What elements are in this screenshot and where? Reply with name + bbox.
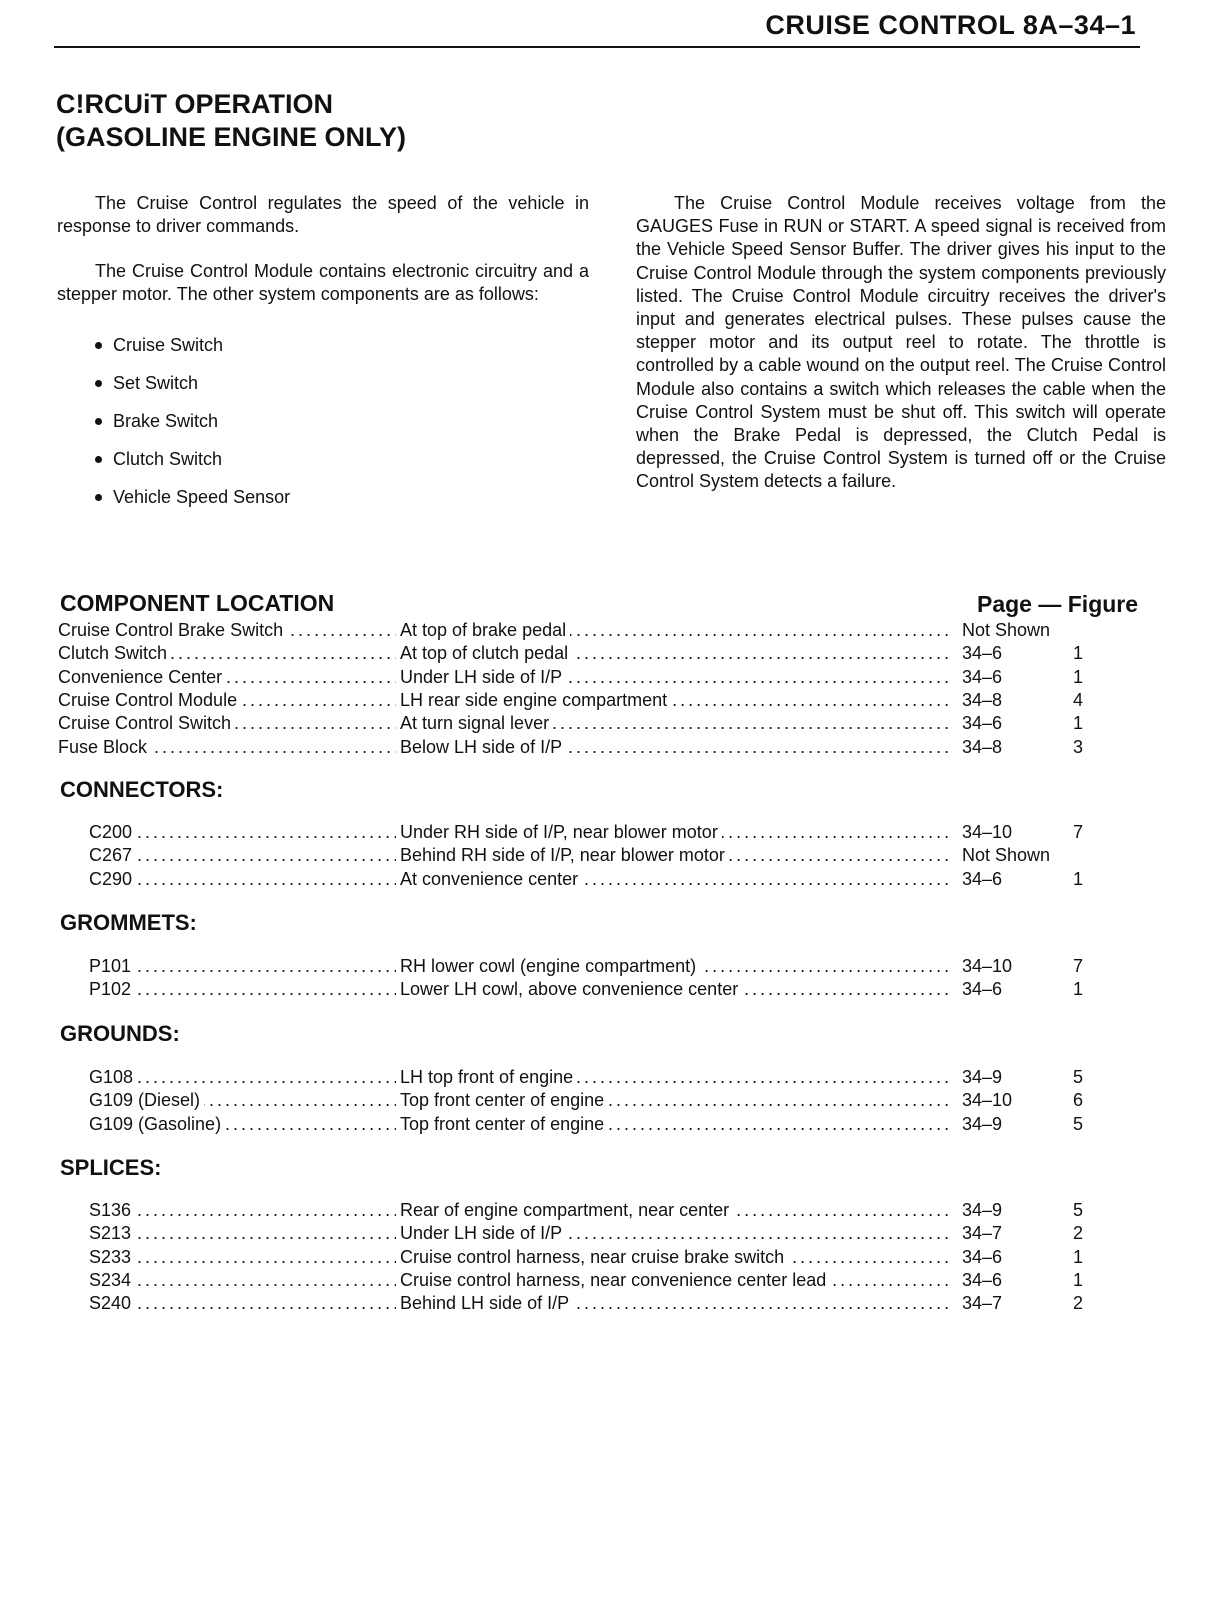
item-name-text: Clutch Switch bbox=[58, 643, 171, 663]
item-name-text: C290 bbox=[89, 869, 136, 889]
grounds-heading: GROUNDS: bbox=[60, 1021, 180, 1046]
location-text: At top of brake pedal bbox=[400, 620, 570, 640]
row-item-name bbox=[89, 1246, 396, 1269]
table-row bbox=[0, 1222, 1232, 1245]
row-location bbox=[400, 1246, 950, 1269]
page-header: CRUISE CONTROL 8A–34–1 bbox=[765, 10, 1136, 40]
section-title bbox=[56, 88, 406, 154]
row-figure: 1 bbox=[1072, 643, 1083, 664]
item-name-text: Cruise Control Switch bbox=[58, 713, 235, 733]
item-name-text: Convenience Center bbox=[58, 667, 226, 687]
location-text: At convenience center bbox=[400, 869, 582, 889]
table-row bbox=[0, 955, 1232, 978]
item-name-text: S240 bbox=[89, 1293, 135, 1313]
row-page: 34–10 bbox=[962, 1090, 1013, 1111]
location-text: RH lower cowl (engine compartment) bbox=[400, 956, 700, 976]
row-location bbox=[400, 868, 950, 891]
table-row bbox=[0, 1269, 1232, 1292]
row-figure: 1 bbox=[1072, 1246, 1083, 1267]
row-figure: 2 bbox=[1072, 1293, 1083, 1314]
row-item-name bbox=[89, 978, 396, 1001]
table-row bbox=[0, 689, 1232, 712]
row-page: 34–9 bbox=[962, 1067, 1003, 1087]
row-location bbox=[400, 736, 950, 759]
row-figure: 1 bbox=[1072, 666, 1083, 687]
row-page: 34–8 bbox=[962, 736, 1003, 757]
row-item-name bbox=[58, 666, 396, 689]
item-name-text: S136 bbox=[89, 1200, 135, 1220]
row-figure: 7 bbox=[1072, 822, 1083, 842]
row-item-name bbox=[89, 955, 396, 978]
row-location bbox=[400, 666, 950, 689]
row-figure: 1 bbox=[1072, 979, 1083, 1000]
item-name-text: C267 bbox=[89, 845, 136, 865]
row-location bbox=[400, 1089, 950, 1112]
table-row bbox=[0, 978, 1232, 1001]
row-item-name bbox=[89, 868, 396, 891]
table-row bbox=[0, 619, 1232, 642]
row-page: 34–6 bbox=[962, 1269, 1003, 1290]
location-text: Lower LH cowl, above convenience center bbox=[400, 979, 742, 999]
connectors-heading: CONNECTORS: bbox=[60, 777, 224, 802]
row-location bbox=[400, 619, 950, 642]
item-name-text: P101 bbox=[89, 956, 135, 976]
left-column bbox=[57, 192, 589, 516]
table-row bbox=[0, 844, 1232, 867]
row-item-name bbox=[89, 1089, 396, 1112]
row-item-name bbox=[58, 736, 396, 759]
table-row bbox=[0, 736, 1232, 759]
bullet-item: Vehicle Speed Sensor bbox=[93, 478, 589, 516]
location-text: LH top front of engine bbox=[400, 1067, 577, 1087]
item-name-text: Cruise Control Module bbox=[58, 690, 241, 710]
row-item-name bbox=[58, 689, 396, 712]
row-page: 34–9 bbox=[962, 1113, 1003, 1134]
row-item-name bbox=[89, 1222, 396, 1245]
row-figure: 5 bbox=[1072, 1200, 1083, 1220]
grommets-heading: GROMMETS: bbox=[60, 910, 197, 935]
row-location bbox=[400, 821, 950, 844]
row-page: Not Shown bbox=[962, 620, 1051, 640]
item-name-text: S233 bbox=[89, 1247, 135, 1267]
location-text: Behind LH side of I/P bbox=[400, 1293, 573, 1313]
title-line-1: C!RCUiT OPERATION bbox=[56, 89, 333, 119]
item-name-text: C200 bbox=[89, 822, 136, 842]
splices-heading: SPLICES: bbox=[60, 1155, 162, 1180]
table-row bbox=[0, 666, 1232, 689]
row-figure: 1 bbox=[1072, 1269, 1083, 1290]
header-rule bbox=[54, 46, 1140, 48]
row-page: 34–6 bbox=[962, 1246, 1003, 1267]
location-text: Top front center of engine bbox=[400, 1114, 608, 1134]
row-page: 34–6 bbox=[962, 666, 1003, 687]
row-figure: 4 bbox=[1072, 689, 1083, 710]
item-name-text: S234 bbox=[89, 1270, 135, 1290]
row-page: 34–10 bbox=[962, 822, 1013, 842]
row-page: 34–6 bbox=[962, 713, 1003, 734]
table-row bbox=[0, 868, 1232, 891]
item-name-text: G109 (Gasoline) bbox=[89, 1114, 225, 1134]
location-text: Under LH side of I/P bbox=[400, 667, 566, 687]
row-item-name bbox=[89, 1199, 396, 1222]
table-row bbox=[0, 642, 1232, 665]
row-figure: 1 bbox=[1072, 868, 1083, 889]
row-item-name bbox=[89, 1066, 396, 1089]
row-location bbox=[400, 1292, 950, 1315]
item-name-text: S213 bbox=[89, 1223, 135, 1243]
table-row bbox=[0, 1066, 1232, 1089]
table-row bbox=[0, 712, 1232, 735]
row-page: 34–7 bbox=[962, 1223, 1003, 1244]
row-item-name bbox=[58, 712, 396, 735]
row-figure: 3 bbox=[1072, 736, 1083, 757]
row-page: 34–6 bbox=[962, 643, 1003, 664]
row-location bbox=[400, 844, 950, 867]
table-row bbox=[0, 1246, 1232, 1269]
item-name-text: Cruise Control Brake Switch bbox=[58, 620, 287, 640]
row-item-name bbox=[89, 1269, 396, 1292]
table-row bbox=[0, 1199, 1232, 1222]
location-text: Under LH side of I/P bbox=[400, 1223, 566, 1243]
item-name-text: P102 bbox=[89, 979, 135, 999]
item-name-text: Fuse Block bbox=[58, 737, 151, 757]
module-description-paragraph: The Cruise Control Module receives voltage from the GAUGES Fuse in RUN or START. A speed signal is received from the Vehicle Speed Sensor Buffer. The driver gives his input to the Cruise Control Module through the system components previously listed. The Cruise Control Module circuitry receives the driver's input and generates electrical pulses. These pulses cause the stepper motor and its output reel to rotate. The throttle is controlled by a cable wound on the output reel. The Cruise Control Module also contains a switch which releases the cable when the Cruise Control System must be shut off. This switch will operate when the Brake Pedal is depressed, the Clutch Pedal is depressed, the Cruise Control System is turned off or the Cruise Control System detects a failure. bbox=[636, 193, 1166, 492]
table-row bbox=[0, 1089, 1232, 1112]
row-location bbox=[400, 712, 950, 735]
row-figure: 2 bbox=[1072, 1223, 1083, 1244]
location-text: Cruise control harness, near cruise brake switch bbox=[400, 1247, 788, 1267]
location-text: Top front center of engine bbox=[400, 1090, 608, 1110]
component-location-heading: COMPONENT LOCATION bbox=[60, 590, 335, 616]
row-item-name bbox=[89, 821, 396, 844]
row-page: 34–6 bbox=[962, 868, 1003, 889]
row-location bbox=[400, 1066, 950, 1089]
row-location bbox=[400, 1222, 950, 1245]
row-location bbox=[400, 955, 950, 978]
row-page: 34–9 bbox=[962, 1200, 1003, 1220]
row-location bbox=[400, 1113, 950, 1136]
table-row bbox=[0, 821, 1232, 844]
location-text: Under RH side of I/P, near blower motor bbox=[400, 822, 722, 842]
location-text: Rear of engine compartment, near center bbox=[400, 1200, 733, 1220]
components-paragraph: The Cruise Control Module contains electronic circuitry and a stepper motor. The other system components are as follows: bbox=[57, 261, 589, 304]
row-figure: 1 bbox=[1072, 713, 1083, 734]
location-text: Below LH side of I/P bbox=[400, 737, 566, 757]
row-page: 34–7 bbox=[962, 1293, 1003, 1314]
location-text: At top of clutch pedal bbox=[400, 643, 572, 663]
location-text: Cruise control harness, near convenience center lead bbox=[400, 1270, 830, 1290]
location-text: LH rear side engine compartment bbox=[400, 690, 671, 710]
row-location bbox=[400, 1199, 950, 1222]
title-line-2: (GASOLINE ENGINE ONLY) bbox=[56, 122, 407, 152]
bullet-item: Clutch Switch bbox=[93, 440, 589, 478]
row-page: 34–10 bbox=[962, 956, 1013, 976]
row-location bbox=[400, 1269, 950, 1292]
row-page: 34–8 bbox=[962, 689, 1003, 710]
row-item-name bbox=[58, 619, 396, 642]
component-bullet-list bbox=[57, 326, 589, 516]
row-item-name bbox=[58, 642, 396, 665]
bullet-item: Brake Switch bbox=[93, 402, 589, 440]
row-location bbox=[400, 978, 950, 1001]
page-figure-heading: Page — Figure bbox=[977, 591, 1139, 617]
row-figure: 7 bbox=[1072, 956, 1083, 976]
row-item-name bbox=[89, 1113, 396, 1136]
intro-paragraph: The Cruise Control regulates the speed of the vehicle in response to driver commands. bbox=[57, 193, 589, 236]
row-location bbox=[400, 689, 950, 712]
bullet-item: Set Switch bbox=[93, 364, 589, 402]
row-item-name bbox=[89, 844, 396, 867]
row-page: 34–6 bbox=[962, 979, 1003, 1000]
row-figure: 5 bbox=[1072, 1113, 1083, 1134]
location-text: At turn signal lever bbox=[400, 713, 553, 733]
table-row bbox=[0, 1113, 1232, 1136]
row-figure: 5 bbox=[1072, 1067, 1083, 1087]
table-row bbox=[0, 1292, 1232, 1315]
row-figure: 6 bbox=[1072, 1090, 1083, 1111]
bullet-item: Cruise Switch bbox=[93, 326, 589, 364]
location-text: Behind RH side of I/P, near blower motor bbox=[400, 845, 729, 865]
right-column bbox=[636, 192, 1166, 494]
row-page: Not Shown bbox=[962, 845, 1051, 866]
row-item-name bbox=[89, 1292, 396, 1315]
item-name-text: G109 (Diesel) bbox=[89, 1090, 204, 1110]
item-name-text: G108 bbox=[89, 1067, 137, 1087]
row-location bbox=[400, 642, 950, 665]
